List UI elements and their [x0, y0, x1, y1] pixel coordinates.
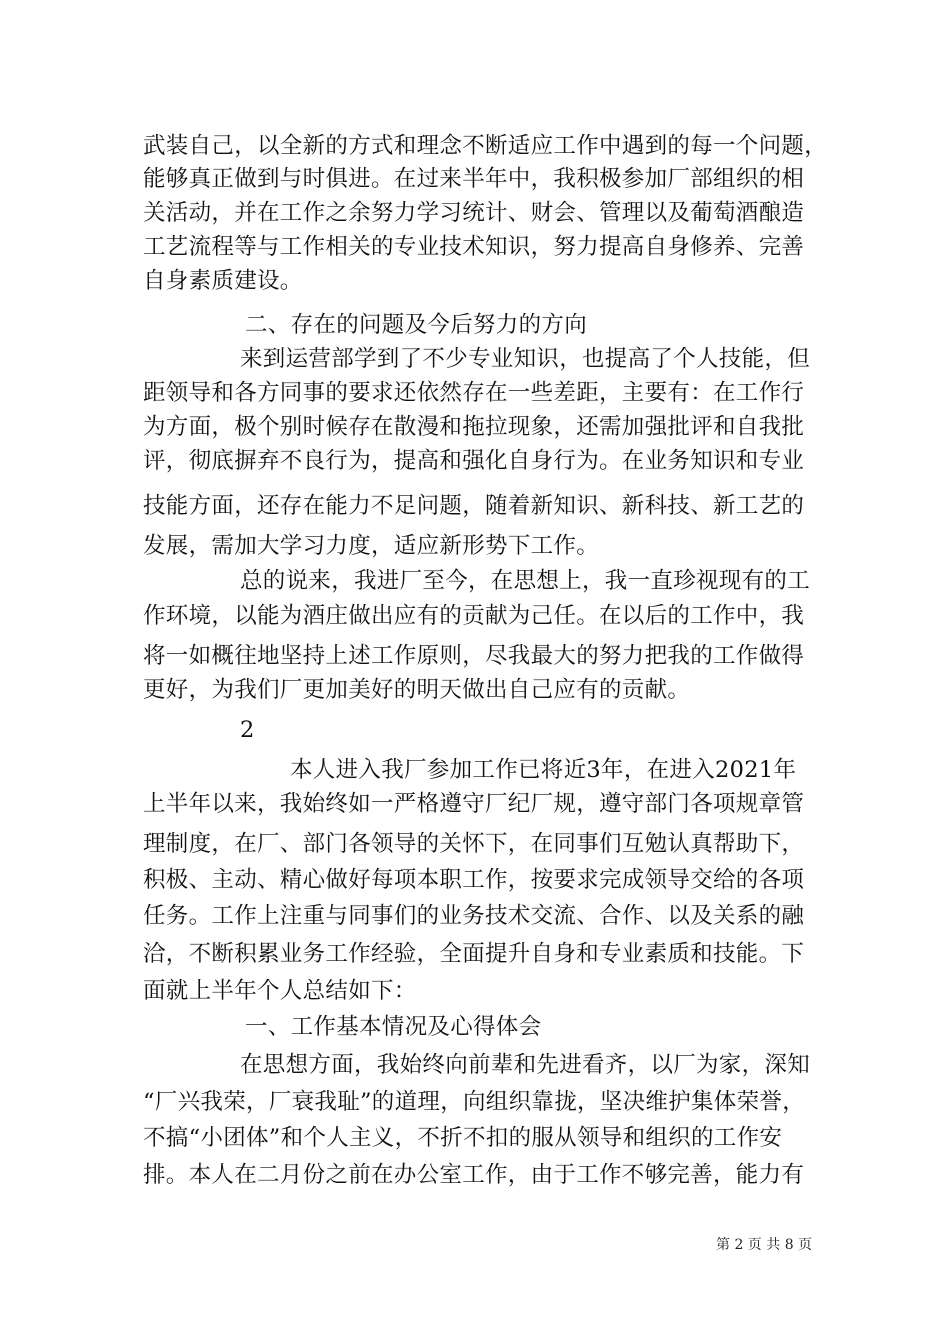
text-line: 总的说来，我进厂至今，在思想上，我一直珍视现有的工: [240, 568, 811, 594]
text-line: 任务。工作上注重与同事们的业务技术交流、合作、以及关系的融: [143, 903, 805, 929]
text-line: 自身素质建设。: [143, 268, 303, 294]
text-line: 上半年以来，我始终如一严格遵守厂纪厂规，遵守部门各项规章管: [143, 791, 805, 817]
section-heading: 二、存在的问题及今后努力的方向: [245, 312, 588, 338]
text-line: 更好，为我们厂更加美好的明天做出自己应有的贡献。: [143, 677, 691, 703]
text-line: 技能方面，还存在能力不足问题，随着新知识、新科技、新工艺的: [143, 493, 805, 519]
text-line: 距领导和各方同事的要求还依然存在一些差距，主要有：在工作行: [143, 380, 805, 406]
text-line: 本人进入我厂参加工作已将近3年，在进入2021年: [290, 757, 797, 783]
section-number: 2: [240, 717, 255, 743]
text-line: 将一如概往地坚持上述工作原则，尽我最大的努力把我的工作做得: [143, 643, 805, 669]
text-line: 排。本人在二月份之前在办公室工作，由于工作不够完善，能力有: [143, 1162, 805, 1188]
text-line: 工艺流程等与工作相关的专业技术知识，努力提高自身修养、完善: [143, 234, 805, 260]
text-line: 为方面，极个别时候存在散漫和拖拉现象，还需加强批评和自我批: [143, 414, 805, 440]
text-line: “厂兴我荣，厂衰我耻”的道理，向组织靠拢，坚决维护集体荣誉，: [143, 1089, 806, 1115]
text-line: 理制度，在厂、部门各领导的关怀下，在同事们互勉认真帮助下，: [143, 831, 805, 857]
text-line: 不搞“小团体”和个人主义，不折不扣的服从领导和组织的工作安: [143, 1125, 783, 1151]
text-line: 洽，不断积累业务工作经验，全面提升自身和专业素质和技能。下: [143, 941, 805, 967]
text-line: 面就上半年个人总结如下：: [143, 978, 417, 1004]
page-footer: 第 2 页 共 8 页: [716, 1237, 813, 1253]
text-line: 能够真正做到与时俱进。在过来半年中，我积极参加厂部组织的相: [143, 166, 805, 192]
text-line: 武装自己，以全新的方式和理念不断适应工作中遇到的每一个问题，: [143, 133, 828, 159]
text-line: 发展，需加大学习力度，适应新形势下工作。: [143, 533, 600, 559]
section-heading: 一、工作基本情况及心得体会: [245, 1014, 542, 1040]
text-line: 关活动，并在工作之余努力学习统计、财会、管理以及葡萄酒酿造: [143, 200, 805, 226]
text-line: 在思想方面，我始终向前辈和先进看齐，以厂为家，深知: [240, 1052, 811, 1078]
text-line: 作环境，以能为酒庄做出应有的贡献为己任。在以后的工作中，我: [143, 603, 805, 629]
text-line: 来到运营部学到了不少专业知识，也提高了个人技能，但: [240, 346, 811, 372]
text-line: 评，彻底摒弃不良行为，提高和强化自身行为。在业务知识和专业: [143, 448, 805, 474]
text-line: 积极、主动、精心做好每项本职工作，按要求完成领导交给的各项: [143, 867, 805, 893]
